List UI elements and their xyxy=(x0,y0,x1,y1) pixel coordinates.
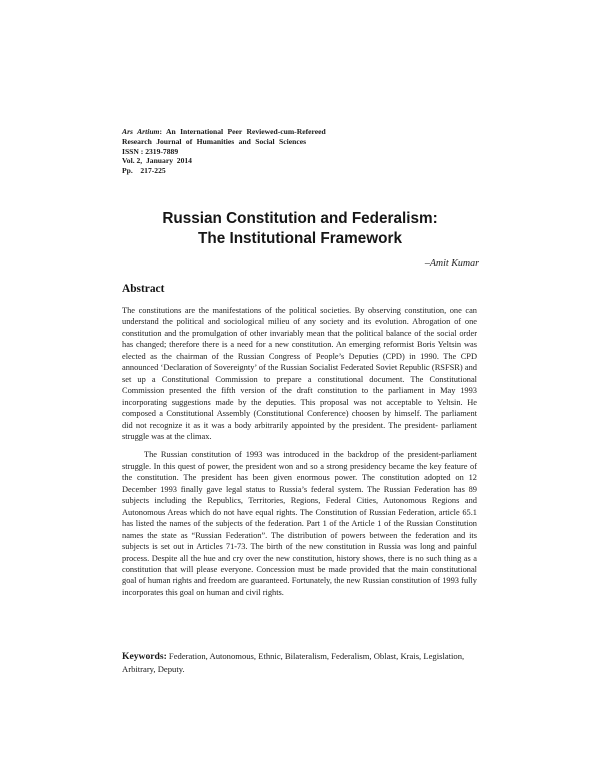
journal-issn: ISSN : 2319-7889 xyxy=(122,146,179,156)
journal-volume: Vol. 2, January 2014 xyxy=(122,156,192,166)
journal-name xyxy=(122,127,422,137)
paper-title xyxy=(0,209,600,249)
journal-pages: Pp. 217-225 xyxy=(122,166,166,176)
journal-name-italic: Ars Artium xyxy=(122,127,160,136)
abstract-paragraph-1: The constitutions are the manifestations of the political societies. By observing constitution, one can understand the political and sociological milieu of any society and its evolution. Abrogation of one constitution and the promulgation of other invariably mean that the political balance of the social order has changed; therefore there is a need for a new constitution. An emerging reformist Boris Yeltsin was elected as the chairman of the Russian Congress of People’s Deputies (CPD) in 1990. The CPD announced ‘Declaration of Sovereignty’ of the Russian Socialist Federated Soviet Republic (RSFSR) and set up a Constitutional Commission to prepare a constitutional document. The Constitutional Commission presented the fifth version of the draft constitution to the parliament in May 1993 incorporating suggestions made by the deputies. This proposal was not acceptable to Yeltsin. He composed a Constitutional Assembly (Constitutional Conference) choosen by himself. The parliament did not recognize it as it was a body arbitrarily appointed by the president. The president- parliament struggle was at the climax. xyxy=(122,306,477,441)
keywords-label: Keywords: xyxy=(122,651,167,662)
paper-title-line2: The Institutional Framework xyxy=(198,230,402,247)
paper-title-line1: Russian Constitution and Federalism: xyxy=(162,210,438,227)
journal-subtitle: Research Journal of Humanities and Social Sciences xyxy=(122,136,307,146)
abstract-heading: Abstract xyxy=(122,283,165,295)
abstract-body xyxy=(122,305,477,598)
author-name: –Amit Kumar xyxy=(424,258,479,269)
journal-header xyxy=(122,127,422,176)
abstract-paragraph-2: The Russian constitution of 1993 was introduced in the backdrop of the president-parliament struggle. In this quest of power, the president won and so a strong presidency became the key feature of the constitution. The president has been given enormous power. The constitution adopted on 12 December 1993 finally gave legal status to Russia’s federal system. The Russian Federation has 89 subjects including the Republics, Territories, Regions, Federal Cities, Autonomous Regions and Autonomous Areas which do not have equal rights. The Constitution of Russian Federation, article 65.1 has listed the names of the subjects of the federation. Part 1 of the Article 1 of the Russian Constitution names the state as “Russian Federation”. The distribution of powers between the federation and its subjects is set out in Articles 71-73. The birth of the new constitution in Russia was long and painful process. Despite all the hue and cry over the new constitution, history shows, there is no such thing as a constitution that will please everyone. Concession must be made provided that the main constitutional goal of human rights and freedom are guaranteed. Fortunately, the new Russian constitution of 1993 fully incorporates this goal on human and civil rights. xyxy=(122,450,477,597)
keywords-list: Federation, Autonomous, Ethnic, Bilateralism, Federalism, Oblast, Krais, Legislation, Arbitrary, Deputy. xyxy=(122,651,465,674)
journal-name-rest: : An International Peer Reviewed-cum-Refereed xyxy=(159,127,326,136)
keywords xyxy=(122,650,482,675)
